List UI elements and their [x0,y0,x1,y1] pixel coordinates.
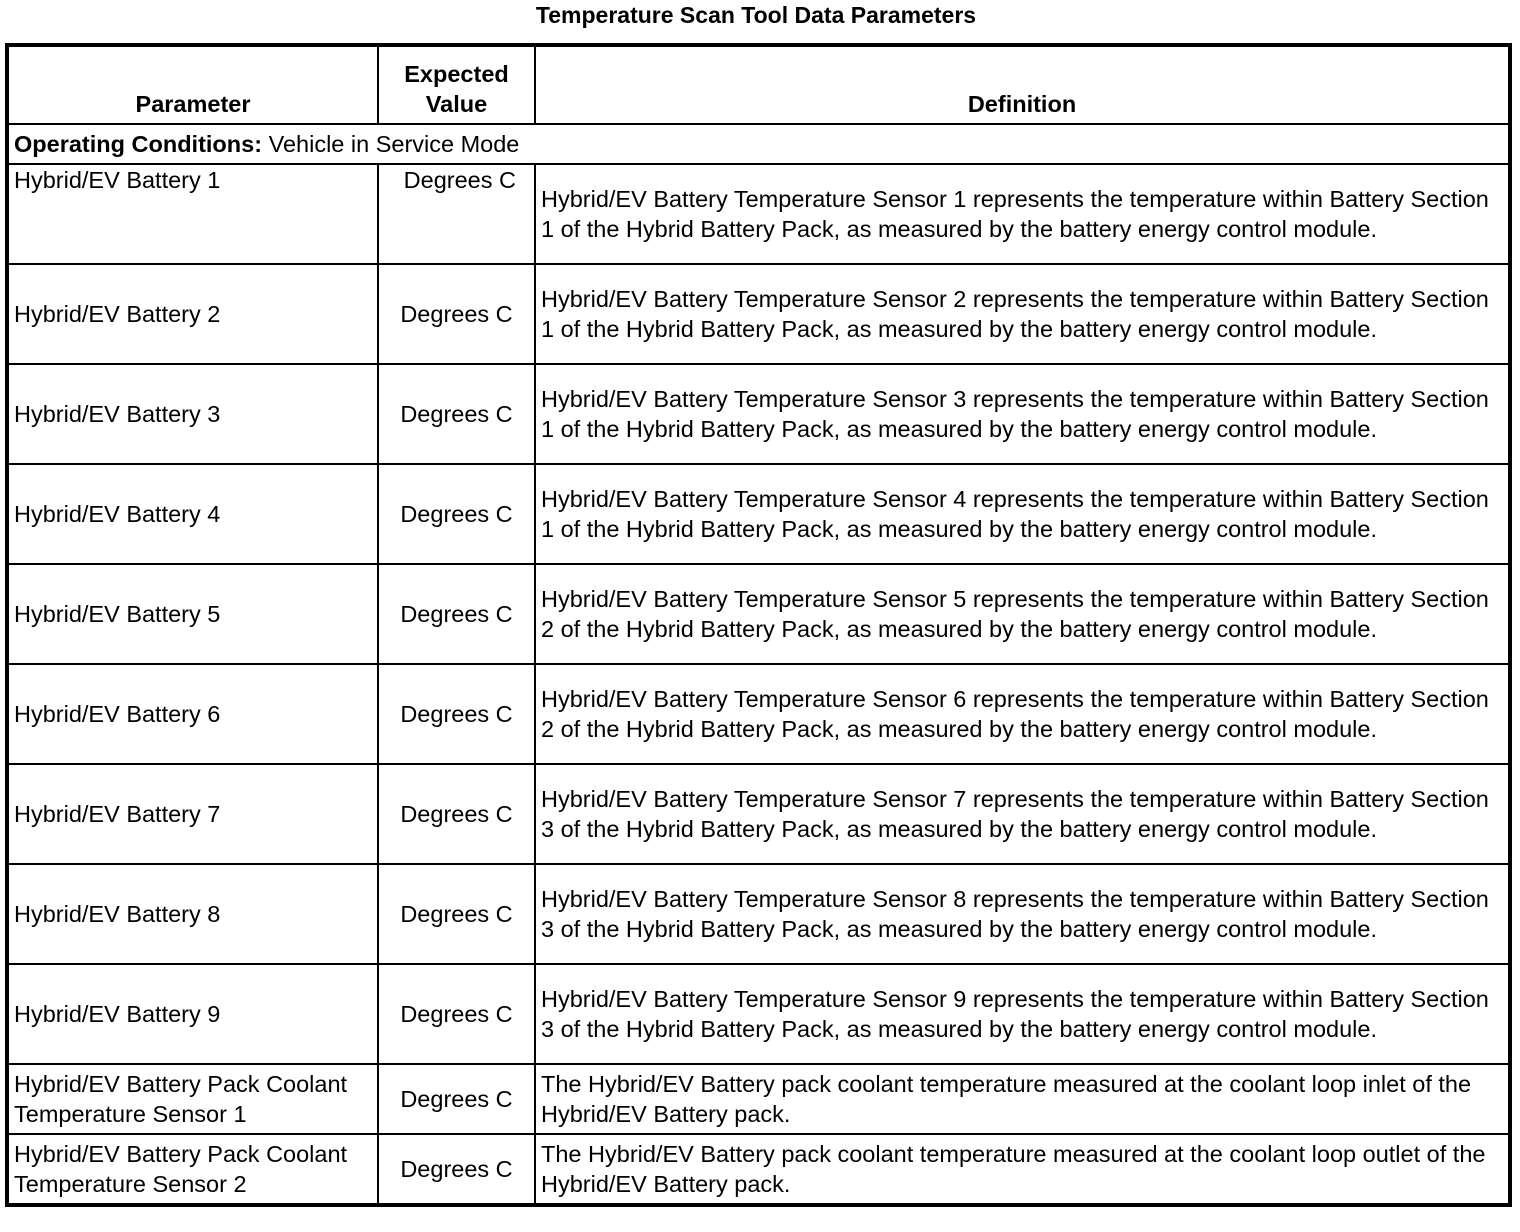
definition-cell: The Hybrid/EV Battery pack coolant temperature measured at the coolant loop inlet of the Hybrid/EV Battery pack. [535,1064,1510,1134]
parameter-cell: Hybrid/EV Battery 6 [7,664,378,764]
header-expected-value: Expected Value [378,45,535,124]
expected-value-cell: Degrees C [378,1064,535,1134]
parameter-cell: Hybrid/EV Battery 8 [7,864,378,964]
table-row [7,1134,1510,1205]
expected-value-cell: Degrees C [378,864,535,964]
table-row [7,1064,1510,1134]
table-row [7,164,1510,264]
definition-cell: Hybrid/EV Battery Temperature Sensor 9 represents the temperature within Battery Section 3 of the Hybrid Battery Pack, as measured by the battery energy control module. [535,964,1510,1064]
expected-value-cell: Degrees C [378,364,535,464]
definition-cell: Hybrid/EV Battery Temperature Sensor 6 represents the temperature within Battery Section 2 of the Hybrid Battery Pack, as measured by the battery energy control module. [535,664,1510,764]
parameter-cell: Hybrid/EV Battery 9 [7,964,378,1064]
definition-cell: Hybrid/EV Battery Temperature Sensor 5 represents the temperature within Battery Section 2 of the Hybrid Battery Pack, as measured by the battery energy control module. [535,564,1510,664]
operating-conditions-row [7,124,1510,164]
definition-cell: Hybrid/EV Battery Temperature Sensor 2 represents the temperature within Battery Section 1 of the Hybrid Battery Pack, as measured by the battery energy control module. [535,264,1510,364]
table-row [7,664,1510,764]
expected-value-cell: Degrees C [378,564,535,664]
parameter-cell: Hybrid/EV Battery Pack Coolant Temperature Sensor 1 [7,1064,378,1134]
expected-value-cell: Degrees C [378,964,535,1064]
expected-value-cell: Degrees C [378,1134,535,1205]
header-definition: Definition [535,45,1510,124]
operating-conditions-label: Operating Conditions: [14,131,263,157]
definition-cell: The Hybrid/EV Battery pack coolant temperature measured at the coolant loop outlet of the Hybrid/EV Battery pack. [535,1134,1510,1205]
definition-cell: Hybrid/EV Battery Temperature Sensor 8 represents the temperature within Battery Section 3 of the Hybrid Battery Pack, as measured by the battery energy control module. [535,864,1510,964]
header-parameter: Parameter [7,45,378,124]
table-row [7,464,1510,564]
parameter-cell: Hybrid/EV Battery 7 [7,764,378,864]
definition-cell: Hybrid/EV Battery Temperature Sensor 1 represents the temperature within Battery Section 1 of the Hybrid Battery Pack, as measured by the battery energy control module. [535,164,1510,264]
expected-value-cell: Degrees C [378,164,535,264]
table-header-row [7,45,1510,124]
parameter-cell: Hybrid/EV Battery 1 [7,164,378,264]
parameter-cell: Hybrid/EV Battery 4 [7,464,378,564]
definition-cell: Hybrid/EV Battery Temperature Sensor 4 represents the temperature within Battery Section 1 of the Hybrid Battery Pack, as measured by the battery energy control module. [535,464,1510,564]
table-row [7,864,1510,964]
parameters-table [5,43,1512,1207]
definition-cell: Hybrid/EV Battery Temperature Sensor 7 represents the temperature within Battery Section 3 of the Hybrid Battery Pack, as measured by the battery energy control module. [535,764,1510,864]
expected-value-cell: Degrees C [378,764,535,864]
expected-value-cell: Degrees C [378,464,535,564]
parameter-cell: Hybrid/EV Battery 3 [7,364,378,464]
operating-conditions-value: Vehicle in Service Mode [268,131,520,157]
operating-conditions-cell [7,124,1510,164]
parameter-cell: Hybrid/EV Battery Pack Coolant Temperature Sensor 2 [7,1134,378,1205]
table-row [7,764,1510,864]
table-row [7,264,1510,364]
parameter-cell: Hybrid/EV Battery 2 [7,264,378,364]
expected-value-cell: Degrees C [378,264,535,364]
table-row [7,564,1510,664]
document-title: Temperature Scan Tool Data Parameters [535,2,977,28]
expected-value-cell: Degrees C [378,664,535,764]
table-row [7,964,1510,1064]
definition-cell: Hybrid/EV Battery Temperature Sensor 3 represents the temperature within Battery Section 1 of the Hybrid Battery Pack, as measured by the battery energy control module. [535,364,1510,464]
parameter-cell: Hybrid/EV Battery 5 [7,564,378,664]
table-row [7,364,1510,464]
